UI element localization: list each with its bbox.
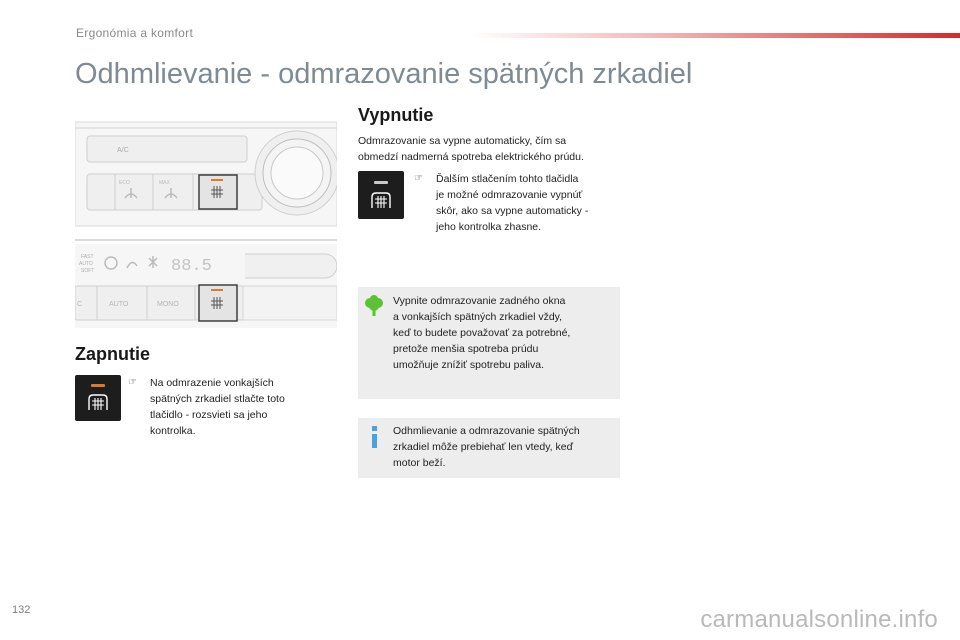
section-label: Ergonómia a komfort <box>76 26 194 40</box>
svg-text:AUTO: AUTO <box>79 261 93 267</box>
info-note: Odhmlievanie a odmrazovanie spätných zrkadiel môže prebiehať len vtedy, keď motor beží. <box>358 418 620 478</box>
zapnutie-heading: Zapnutie <box>75 344 150 364</box>
zapnutie-bullet: ☞ Na odmrazenie vonkajších spätných zrkadiel stlačte toto tlačidlo - rozsvieti sa jeho kontrolka. <box>128 377 285 437</box>
svg-text:C: C <box>77 301 83 308</box>
vypnutie-heading: Vypnutie <box>358 105 434 125</box>
page-number: 132 <box>12 604 31 616</box>
bullet-arrow-icon: ☞ <box>128 377 137 388</box>
mirror-defrost-icon <box>369 191 393 211</box>
eco-tip-note: Vypnite odmrazovanie zadného okna a vonkajších spätných zrkadiel vždy, keď to budete považovať za potrebné, pretože menšia spotreba prúdu umožňuje znížiť spotrebu paliva. <box>358 287 620 399</box>
info-icon <box>370 426 380 448</box>
bullet-arrow-icon: ☞ <box>414 173 423 184</box>
indicator-led <box>91 384 105 387</box>
svg-text:MONO: MONO <box>157 301 179 308</box>
vypnutie-intro: Odmrazovanie sa vypne automaticky, čím sa obmedzí nadmerná spotreba elektrického prúdu. <box>358 135 584 163</box>
header-accent-bar <box>470 33 960 38</box>
page-title: Odhmlievanie - odmrazovanie spätných zrkadiel <box>75 58 693 90</box>
ac-label: A/C <box>117 147 129 154</box>
mirror-defrost-button-on[interactable] <box>75 375 121 421</box>
temp-display: 88.5 <box>171 257 212 276</box>
svg-text:FAST: FAST <box>81 254 94 260</box>
indicator-led <box>374 181 388 184</box>
climate-panel-illustration <box>75 118 337 328</box>
vypnutie-bullet: ☞ Ďalším stlačením tohto tlačidla je možné odmrazovanie vypnúť skôr, ako sa vypne automaticky - jeho kontrolka zhasne. <box>414 173 589 233</box>
mirror-defrost-icon <box>86 393 110 413</box>
eco-tree-icon <box>364 295 384 317</box>
svg-text:MAX: MAX <box>159 180 170 186</box>
watermark: carmanualsonline.info <box>700 606 938 633</box>
svg-text:SOFT: SOFT <box>81 268 95 274</box>
svg-text:AUTO: AUTO <box>109 301 129 308</box>
svg-text:ECO: ECO <box>119 180 130 186</box>
mirror-defrost-button-off[interactable] <box>358 171 404 219</box>
